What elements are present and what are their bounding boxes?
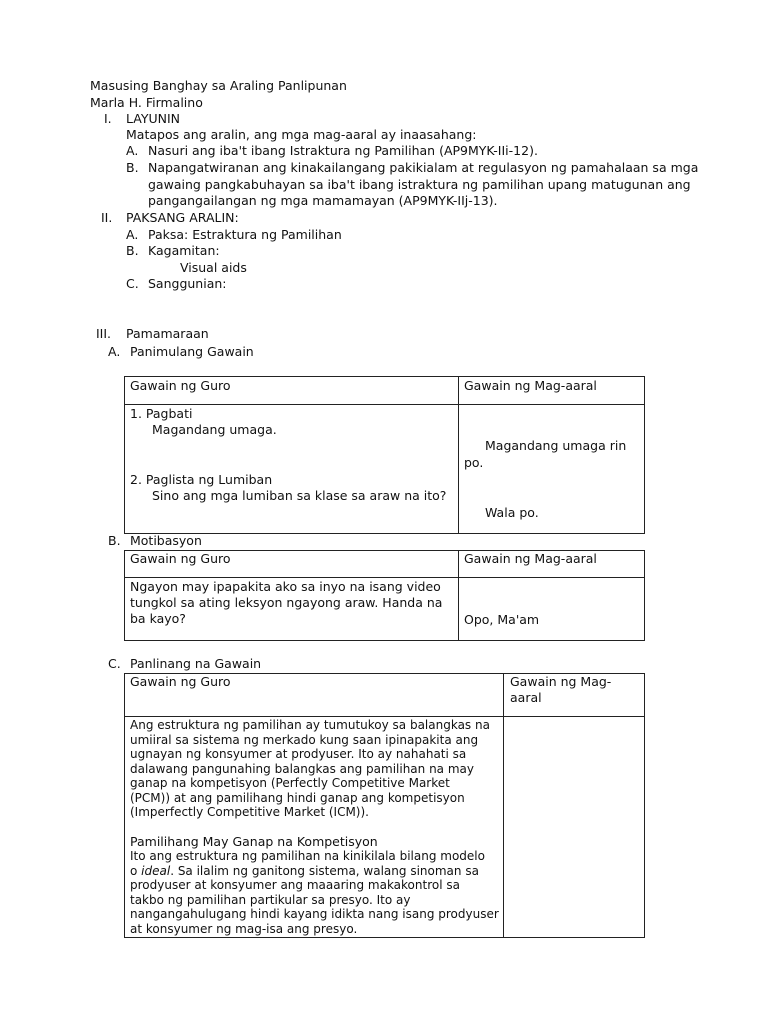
section-1-intro: Matapos ang aralin, ang mga mag-aaral ay inaasahang: (126, 127, 477, 142)
paragraph-line: at konsyumer ng mag-isa ang presyo. (130, 921, 358, 936)
motivation-student-response: Opo, Ma'am (464, 612, 540, 627)
materials-letter: B. (126, 243, 139, 258)
step-2-response: Wala po. (485, 505, 539, 520)
perfect-competition-paragraph (130, 849, 499, 936)
subsection-c-heading: Panlinang na Gawain (130, 656, 262, 671)
section-2-heading: PAKSANG ARALIN: (126, 210, 239, 225)
table-divider (458, 550, 459, 640)
table-b-header-guro: Gawain ng Guro (130, 551, 231, 566)
step-2-text: Sino ang mga lumiban sa klase sa araw na ito? (152, 488, 447, 503)
table-a-header-mag-aaral: Gawain ng Mag-aaral (464, 378, 597, 393)
table-a-header-guro: Gawain ng Guro (130, 378, 231, 393)
paragraph-line: takbo ng pamilihan partikular sa presyo. Ito ay (130, 892, 411, 907)
paragraph-line: nangangahulugang hindi kayang idikta nang isang prodyuser (130, 907, 499, 921)
step-2-title: 2. Paglista ng Lumiban (130, 472, 273, 487)
subsection-a-heading: Panimulang Gawain (130, 344, 254, 359)
motivation-teacher-line: Ngayon may ipapakita ako sa inyo na isang video (130, 579, 441, 594)
paragraph-line: dalawang pangunahing balangkas ang pamilihan na may (130, 761, 474, 776)
table-c-header-guro: Gawain ng Guro (130, 674, 231, 689)
paragraph-line (130, 864, 499, 879)
paragraph-line: Ang estruktura ng pamilihan ay tumutukoy sa balangkas na (130, 718, 490, 732)
subsection-c-letter: C. (108, 656, 121, 671)
step-1-response: po. (464, 455, 484, 470)
paragraph-line: prodyuser at konsyumer ang maaaring makakontrol sa (130, 878, 460, 892)
step-1-title: 1. Pagbati (130, 406, 193, 421)
table-divider (503, 673, 504, 937)
paragraph-line: (PCM)) at ang pamilihang hindi ganap ang kompetisyon (130, 790, 465, 805)
paragraph-line: Ito ang estruktura ng pamilihan na kinikilala bilang modelo (130, 849, 485, 863)
references-label: Sanggunian: (148, 276, 227, 291)
objective-a-text: Nasuri ang iba't ibang Istraktura ng Pamilihan (AP9MYK-IIi-12). (148, 143, 538, 158)
subsection-b-letter: B. (108, 533, 121, 548)
materials-label: Kagamitan: (148, 243, 220, 258)
references-letter: C. (126, 276, 139, 291)
market-structure-paragraph (130, 718, 490, 820)
section-1-heading: LAYUNIN (126, 111, 181, 126)
document-title: Masusing Banghay sa Araling Panlipunan (90, 78, 347, 93)
table-b-header-mag-aaral: Gawain ng Mag-aaral (464, 551, 597, 566)
step-1-text: Magandang umaga. (152, 422, 277, 437)
section-2-numeral: II. (101, 210, 113, 225)
table-divider (124, 577, 644, 578)
subsection-b-heading: Motibasyon (130, 533, 202, 548)
table-divider (124, 716, 644, 717)
table-c-header-mag-aaral: aaral (510, 690, 542, 705)
paragraph-line: ugnayan ng konsyumer at prodyuser. Ito ay nahahati sa (130, 747, 467, 761)
objective-a-letter: A. (126, 143, 139, 158)
motivation-teacher-line: ba kayo? (130, 611, 186, 626)
subsection-a-letter: A. (108, 344, 121, 359)
paragraph-line: (Imperfectly Competitive Market (ICM)). (130, 805, 369, 819)
section-3-numeral: III. (96, 326, 112, 341)
section-1-numeral: I. (104, 111, 112, 126)
motivation-teacher-line: tungkol sa ating leksyon ngayong araw. Handa na (130, 595, 443, 610)
topic-text: Paksa: Estraktura ng Pamilihan (148, 227, 342, 242)
perfect-competition-heading: Pamilihang May Ganap na Kompetisyon (130, 834, 378, 849)
objective-b-line: gawaing pangkabuhayan sa iba't ibang istraktura ng pamilihan upang matugunan ang (148, 177, 691, 192)
objective-b-line: Napangatwiranan ang kinakailangang pakikialam at regulasyon ng pamahalaan sa mga (148, 160, 699, 175)
topic-letter: A. (126, 227, 139, 242)
table-panimulang-gawain (124, 376, 645, 534)
paragraph-line: ganap na kompetisyon (Perfectly Competitive Market (130, 776, 450, 790)
table-divider (124, 404, 644, 405)
section-3-heading: Pamamaraan (126, 326, 209, 341)
materials-value: Visual aids (180, 260, 247, 275)
step-1-response: Magandang umaga rin (485, 438, 627, 453)
table-divider (458, 376, 459, 533)
author-name: Marla H. Firmalino (90, 95, 203, 110)
table-c-header-mag-aaral: Gawain ng Mag- (510, 674, 612, 689)
paragraph-text: . Sa ilalim ng ganitong sistema, walang sinoman sa (170, 863, 479, 878)
paragraph-text: o (130, 863, 142, 878)
objective-b-line: pangangailangan ng mga mamamayan (AP9MYK-IIj-13). (148, 193, 498, 208)
paragraph-line: umiiral sa sistema ng merkado kung saan ipinapakita ang (130, 732, 479, 747)
objective-b-letter: B. (126, 160, 139, 175)
ideal-term: ideal (141, 863, 171, 878)
